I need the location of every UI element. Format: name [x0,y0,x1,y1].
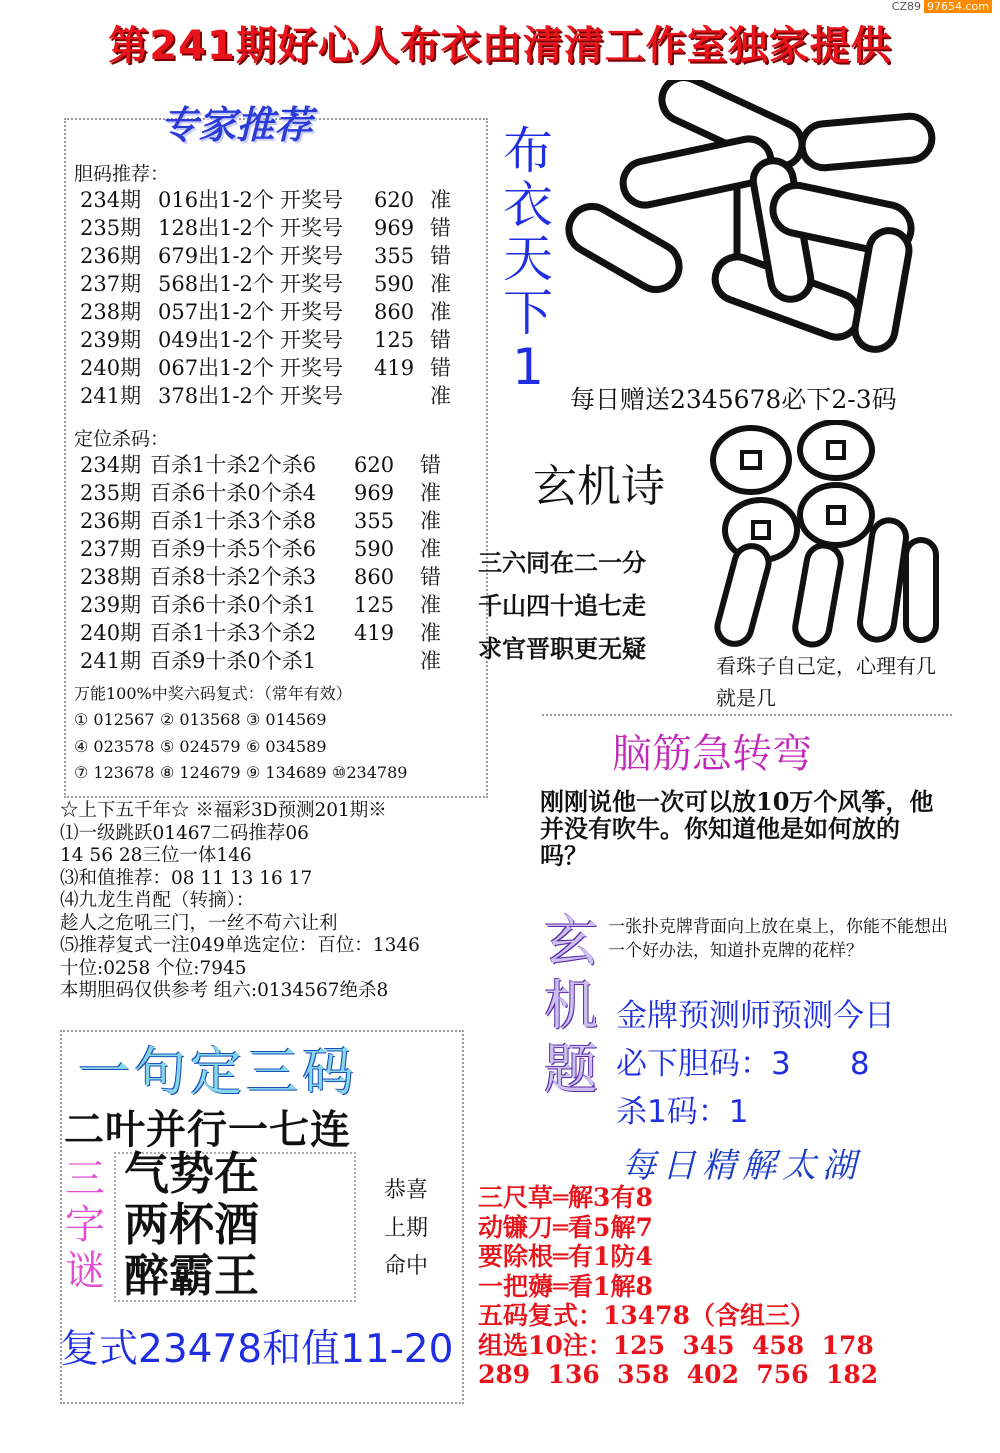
dan-label: 开奖号 [280,216,343,240]
dan-pick: 049出1-2个 [158,328,274,352]
taihu-line: 组选10注：125 345 458 178 [478,1330,874,1360]
kill-res: 准 [420,621,441,645]
buyi-char: 天 [503,230,553,288]
six-code: ① 012567 [74,710,155,729]
kill-table [80,451,480,675]
kill-pick: 百杀6十杀0个杀4 [150,481,317,505]
poem-note: 看珠子自己定，心理有几就是几 [716,654,936,710]
three-side-char: 字 [65,1202,105,1248]
forecast-line: 14 56 28三位一体146 [60,845,252,866]
dan-num: 969 [374,216,415,240]
kill-label: 定位杀码： [74,428,170,450]
kill-num: 969 [354,481,395,505]
dan-pick: 378出1-2个 [158,384,274,408]
poem-line: 求官晋职更无疑 [478,635,646,663]
dan-period: 241期 [80,384,142,408]
capsule-36-svg [562,80,940,372]
kill-period: 237期 [80,537,142,561]
coin-88-svg [706,420,956,650]
kill-res: 准 [420,509,441,533]
kill-row [80,647,480,675]
three-riddle [124,1148,259,1301]
taihu-line: 一把薅═看1解8 [478,1271,653,1301]
buyi-char: 下 [503,284,553,342]
riddle-char: 玄 [544,910,598,973]
kill-row [80,507,480,535]
three-phrase: 二叶并行一七连 [64,1107,351,1153]
dan-row [80,186,480,214]
dan-label: 开奖号 [280,188,343,212]
dan-label: 开奖号 [280,384,343,408]
forecast-line: 本期胆码仅供参考 组六:0134567绝杀8 [60,980,389,1001]
dan-row [80,382,480,410]
kill-res: 错 [420,565,441,589]
kill-num: 125 [354,593,395,617]
six-label: 万能100%中奖六码复式：（常年有效） [74,684,352,703]
dan-res: 准 [430,272,451,296]
dan-pick: 679出1-2个 [158,244,274,268]
kill-res: 错 [420,453,441,477]
dan-num: 620 [374,188,415,212]
taihu-line: 要除根═有1防4 [478,1242,653,1271]
three-side-char: 三 [65,1156,105,1202]
six-code: ⑦ 123678 [74,763,155,782]
six-code: ⑧ 124679 [160,763,241,782]
dan-pick: 568出1-2个 [158,272,274,296]
poem-title: 玄机诗 [533,461,665,512]
forecast-line: ⑴一级跳跃01467二码推荐06 [60,822,309,844]
taihu-line: 五码复式：13478（含组三） [478,1301,815,1330]
dan-period: 237期 [80,272,142,296]
dan-label: 开奖号 [280,300,343,324]
number-36-graphic [562,80,940,372]
kill-res: 准 [420,593,441,617]
kill-code: 杀1码：1 [616,1094,749,1130]
dan-codes: 必下胆码：3 8 [616,1046,870,1082]
kill-period: 238期 [80,565,142,589]
kill-row [80,535,480,563]
kill-pick: 百杀1十杀3个杀2 [150,621,317,645]
six-code: ⑤ 024579 [160,736,241,756]
six-code: ② 013568 [160,710,241,729]
riddle-char: 题 [544,1038,598,1101]
dan-period: 235期 [80,216,142,240]
buyi-vertical-title [498,124,558,394]
kill-pick: 百杀1十杀3个杀8 [150,509,317,533]
dan-pick: 067出1-2个 [158,356,274,380]
dan-label: 胆码推荐： [74,163,170,185]
kill-row [80,563,480,591]
riddle-label [540,910,602,1102]
gold-predictor: 金牌预测师预测今日 [616,998,895,1034]
kill-period: 235期 [80,481,142,505]
six-code: ④ 023578 [74,736,155,756]
poem-line: 千山四十追七走 [478,592,646,620]
dan-label: 开奖号 [280,244,343,268]
kill-pick: 百杀6十杀0个杀1 [150,593,317,617]
three-riddle-line: 醉霸王 [124,1249,260,1302]
forecast-line: 十位:0258 个位:7945 [60,957,247,979]
gift-text: 每日赠送2345678必下2-3码 [570,385,897,414]
brain-divider [542,714,952,716]
kill-row [80,591,480,619]
kill-row [80,451,480,479]
forecast-line: ⑸推荐复式一注049单选定位：百位：1346 [60,935,420,956]
kill-period: 236期 [80,509,142,533]
kill-num: 355 [354,509,395,533]
dan-period: 238期 [80,300,142,324]
kill-period: 240期 [80,621,142,645]
buyi-char: 衣 [503,176,553,234]
dan-num: 860 [374,300,415,324]
dan-row [80,326,480,354]
poem-line: 三六同在二一分 [478,549,646,577]
kill-row [80,619,480,647]
dan-row [80,214,480,242]
kill-row [80,479,480,507]
coin-88-graphic [706,420,956,650]
dan-num: 590 [374,272,415,296]
kill-num: 419 [354,621,395,645]
taihu-line: 动镰刀═看5解7 [478,1212,653,1242]
page-title: 第241期好心人布衣由清清工作室独家提供 [108,23,892,69]
dan-row [80,354,480,382]
kill-res: 准 [420,481,441,505]
dan-res: 准 [430,300,451,324]
riddle-char: 机 [544,974,598,1037]
three-riddle-line: 两杯酒 [124,1198,260,1251]
dan-res: 准 [430,384,451,408]
kill-num: 620 [354,453,395,477]
dan-res: 错 [430,356,451,380]
dan-period: 239期 [80,328,142,352]
kill-res: 准 [420,649,441,673]
dan-period: 236期 [80,244,142,268]
site-watermark [892,0,992,13]
dan-num: 355 [374,244,415,268]
buyi-char: 布 [503,122,553,180]
dan-period: 234期 [80,188,142,212]
watermark-text-b: 97654.com [924,0,992,13]
three-congrats-line: 上期 [384,1216,429,1241]
dan-period: 240期 [80,356,142,380]
forecast-line: 趁人之危吼三门，一丝不苟六让利 [60,912,338,934]
poem-lines [478,542,646,671]
three-banner: 一句定三码 [78,1043,359,1103]
forecast-line: ⑷九龙生肖配（转摘）： [60,890,255,911]
buyi-char: 1 [512,338,544,396]
brain-title: 脑筋急转弯 [612,731,812,777]
kill-res: 准 [420,537,441,561]
riddle-text: 一张扑克牌背面向上放在桌上，你能不能想出一个好办法，知道扑克牌的花样？ [608,917,948,961]
taihu-line: 289 136 358 402 756 182 [478,1360,879,1389]
dan-pick: 016出1-2个 [158,188,274,212]
kill-pick: 百杀8十杀2个杀3 [150,565,317,589]
kill-pick: 百杀9十杀5个杀6 [150,537,317,561]
three-side-label [60,1156,110,1294]
kill-period: 234期 [80,453,142,477]
brain-text: 刚刚说他一次可以放10万个风筝，他并没有吹牛。你知道他是如何放的吗？ [540,787,934,870]
dan-label: 开奖号 [280,356,343,380]
dan-label: 开奖号 [280,328,343,352]
forecast-line: ☆上下五千年☆ ※福彩3D预测201期※ [60,800,387,821]
six-code: ⑩234789 [332,763,408,782]
kill-pick: 百杀1十杀2个杀6 [150,453,317,477]
watermark-text-a: CZ89 [891,0,922,13]
six-code: ⑨ 134689 [246,763,327,782]
dan-label: 开奖号 [280,272,343,296]
dan-row [80,270,480,298]
expert-banner: 专家推荐 [160,103,313,147]
kill-period: 239期 [80,593,142,617]
three-congrats-line: 恭喜 [384,1178,429,1203]
kill-period: 241期 [80,649,142,673]
dan-pick: 128出1-2个 [158,216,274,240]
kill-num: 590 [354,537,395,561]
dan-res: 准 [430,188,451,212]
three-congrats [384,1172,428,1286]
dan-pick: 057出1-2个 [158,300,274,324]
dan-res: 错 [430,244,451,268]
dan-row [80,242,480,270]
dan-num: 419 [374,356,415,380]
three-combo: 复式23478和值11-20 [60,1327,454,1372]
taihu-banner: 每日精解太湖 [622,1146,862,1186]
kill-pick: 百杀9十杀0个杀1 [150,649,317,673]
dan-row [80,298,480,326]
dan-res: 错 [430,216,451,240]
forecast-line: ⑶和值推荐：08 11 13 16 17 [60,867,313,889]
kill-num: 860 [354,565,395,589]
taihu-line: 三尺草═解3有8 [478,1183,653,1212]
dan-num: 125 [374,328,415,352]
dan-table [80,186,480,410]
six-code: ③ 014569 [246,710,327,729]
taihu-lines [478,1183,878,1390]
three-riddle-line: 气势在 [124,1147,260,1200]
three-congrats-line: 命中 [384,1254,429,1279]
six-code: ⑥ 034589 [246,736,327,756]
forecast-block [60,800,420,1003]
dan-res: 错 [430,328,451,352]
three-side-char: 谜 [65,1248,105,1294]
